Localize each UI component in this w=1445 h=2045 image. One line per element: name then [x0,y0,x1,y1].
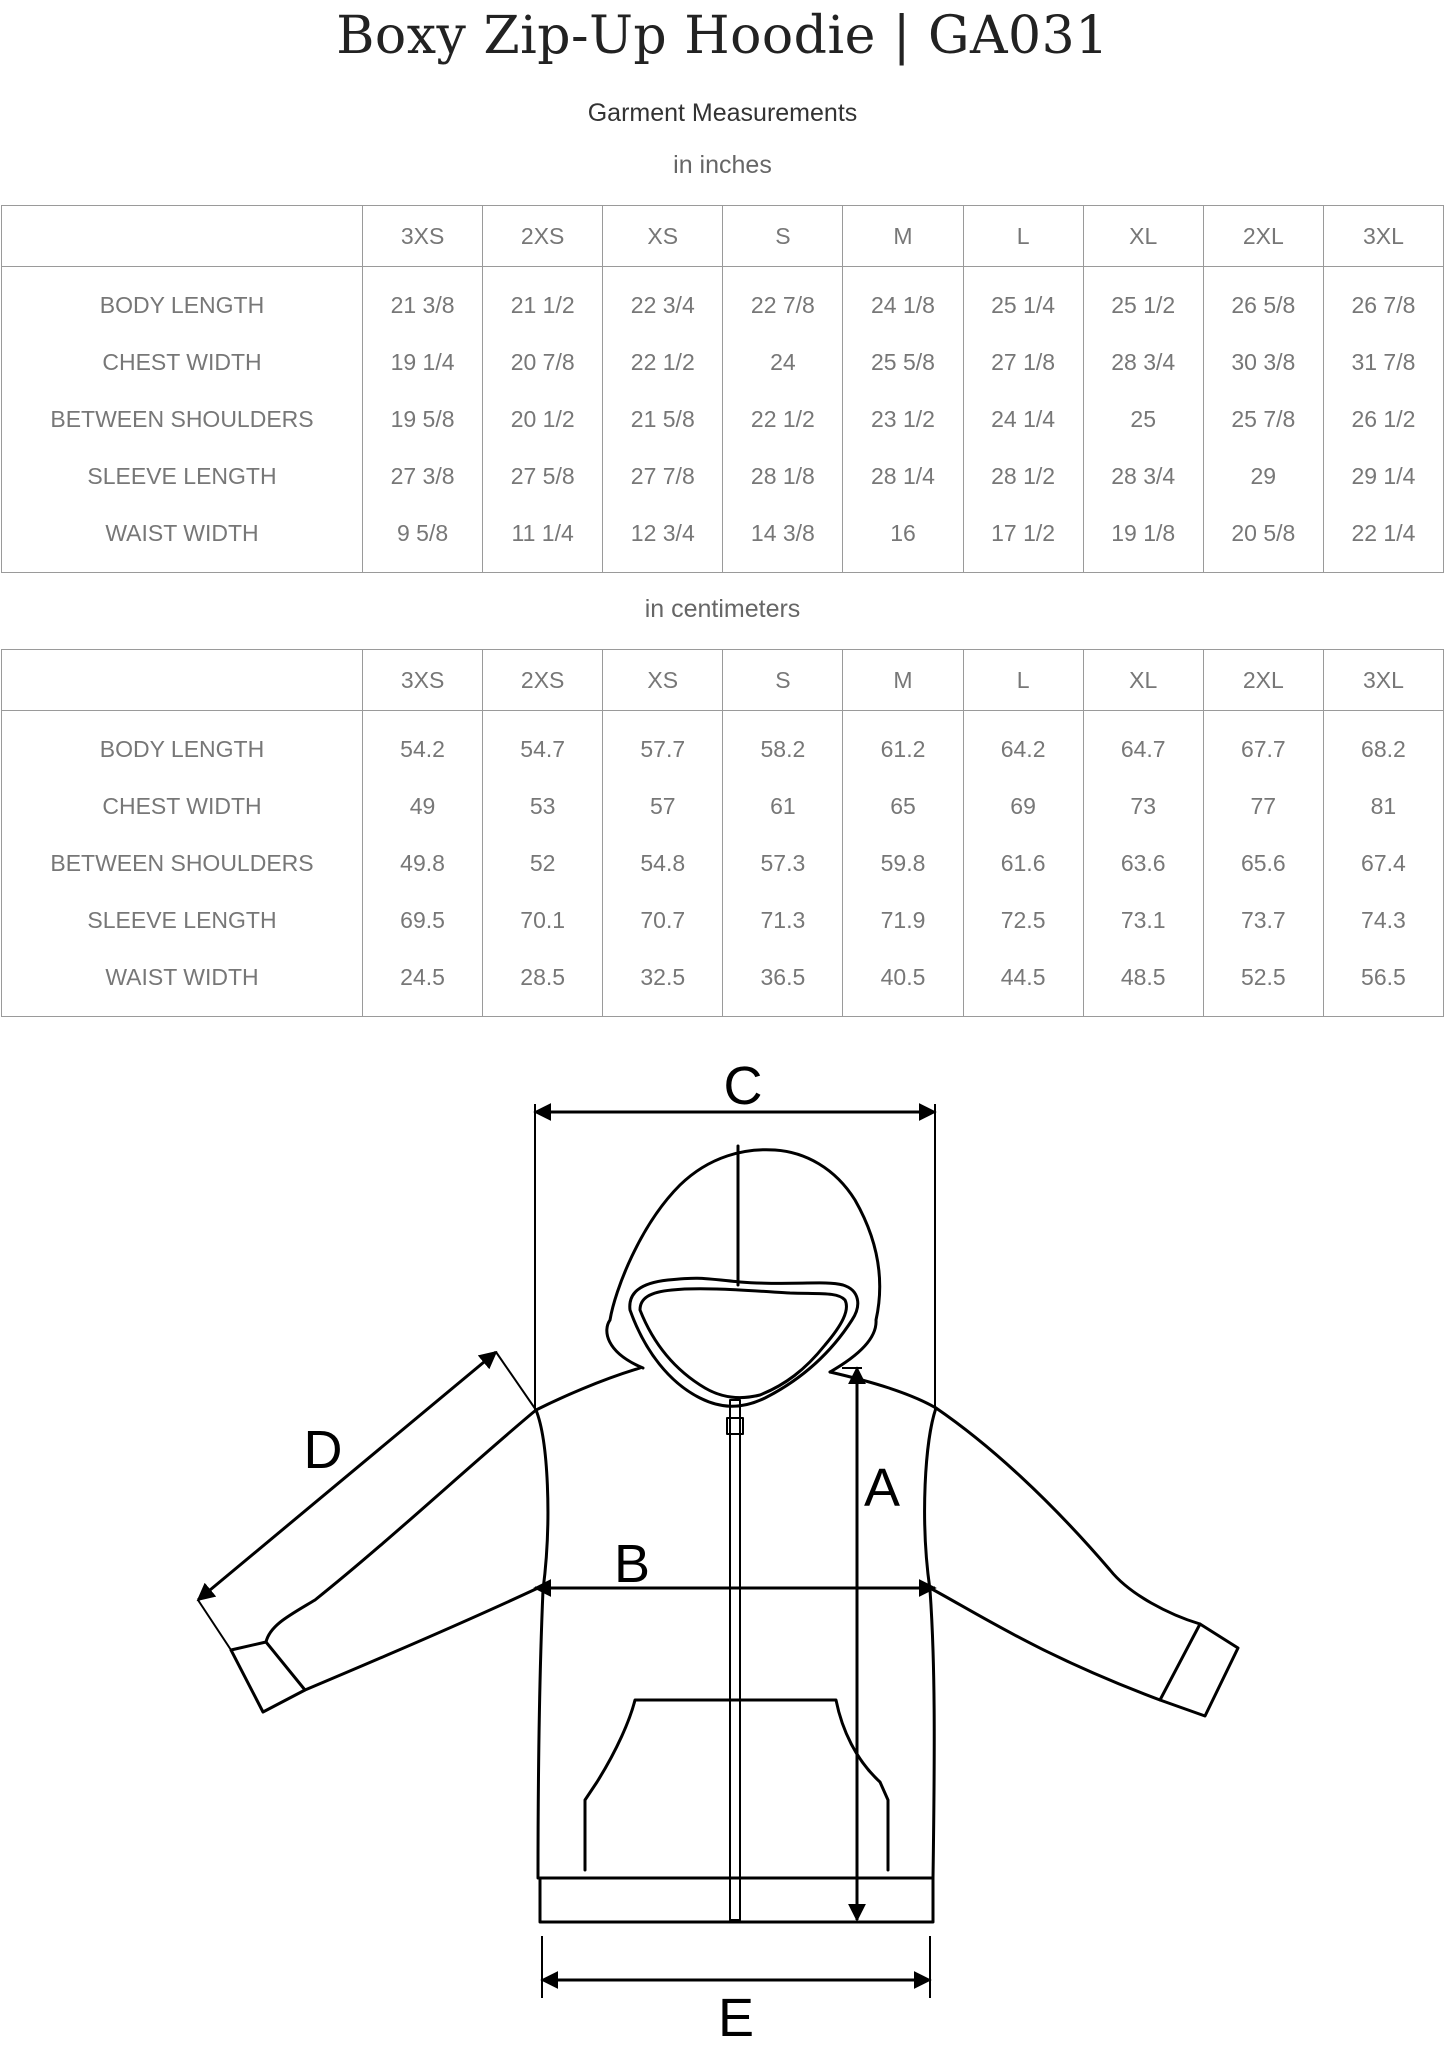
dimension-label-e: E [717,1988,755,2045]
table-cell: 19 5/8 [363,391,483,448]
table-cell: 25 5/8 [843,334,963,391]
table-cell: 24.5 [363,949,483,1017]
hoodie-outline [231,1146,1238,1922]
size-header: 3XS [363,650,483,711]
dimension-d-guide-top [496,1352,536,1410]
size-header: M [843,206,963,267]
table-row [2,391,1444,448]
table-cell: 28 1/2 [963,448,1083,505]
table-cell: 70.7 [603,892,723,949]
waistband [540,1878,933,1922]
size-header: L [963,650,1083,711]
right-sleeve-top [936,1408,1200,1624]
size-header: 3XL [1323,650,1443,711]
size-header: 2XL [1203,206,1323,267]
size-header: S [723,206,843,267]
dimension-label-b: B [613,1534,651,1594]
table-cell: 27 1/8 [963,334,1083,391]
size-header: 2XS [483,206,603,267]
table-cell: 25 7/8 [1203,391,1323,448]
table-cell: 61 [723,778,843,835]
row-label: BETWEEN SHOULDERS [2,391,363,448]
size-header: XS [603,206,723,267]
table-row [2,267,1444,335]
table-cell: 19 1/8 [1083,505,1203,573]
table-cell: 31 7/8 [1323,334,1443,391]
table-cell: 68.2 [1323,711,1443,779]
right-sleeve-bottom [930,1588,1160,1700]
table-cell: 77 [1203,778,1323,835]
table-cell: 70.1 [483,892,603,949]
dimension-d-line [198,1352,496,1600]
table-cell: 24 1/4 [963,391,1083,448]
page-title: Boxy Zip-Up Hoodie | GA031 [336,6,1109,66]
table-cell: 58.2 [723,711,843,779]
row-label: SLEEVE LENGTH [2,892,363,949]
table-cell: 67.7 [1203,711,1323,779]
table-cell: 25 1/2 [1083,267,1203,335]
table-cell: 81 [1323,778,1443,835]
row-label: CHEST WIDTH [2,778,363,835]
size-header: 2XL [1203,650,1323,711]
inches-heading: in inches [673,151,772,179]
size-header: 3XL [1323,206,1443,267]
table-cell: 44.5 [963,949,1083,1017]
table-cell: 71.9 [843,892,963,949]
table-row [2,334,1444,391]
table-cell: 28 3/4 [1083,334,1203,391]
table-row [2,711,1444,779]
size-header: 2XS [483,650,603,711]
size-header: L [963,206,1083,267]
dimension-label-d: D [303,1420,343,1480]
table-cell: 25 [1083,391,1203,448]
table-cell: 54.8 [603,835,723,892]
hood-lining [630,1278,858,1406]
table-cell: 65 [843,778,963,835]
table-cell: 27 3/8 [363,448,483,505]
left-side [536,1410,548,1878]
table-cell: 22 1/2 [723,391,843,448]
table-cell: 24 1/8 [843,267,963,335]
left-shoulder [536,1368,640,1410]
dimension-d-guide-bottom [198,1600,231,1650]
table-cell: 67.4 [1323,835,1443,892]
table-cell: 25 1/4 [963,267,1083,335]
table-cell: 20 5/8 [1203,505,1323,573]
left-cuff [231,1642,305,1712]
table-cell: 21 3/8 [363,267,483,335]
table-cell: 57.3 [723,835,843,892]
table-cell: 59.8 [843,835,963,892]
row-label: BETWEEN SHOULDERS [2,835,363,892]
table-cell: 49.8 [363,835,483,892]
size-header: 3XS [363,206,483,267]
hoodie-diagram [0,1040,1445,2045]
hood-lining-inner [640,1289,846,1398]
table-row [2,892,1444,949]
table-cell: 28 3/4 [1083,448,1203,505]
table-cell: 28.5 [483,949,603,1017]
dimension-lines [198,1104,935,1998]
table-cell: 52 [483,835,603,892]
table-cell: 54.2 [363,711,483,779]
table-cell: 73.1 [1083,892,1203,949]
table-cell: 20 1/2 [483,391,603,448]
table-cell: 24 [723,334,843,391]
header-row [2,650,1444,711]
table-cell: 22 7/8 [723,267,843,335]
dimension-label-a: A [863,1458,901,1518]
table-row [2,505,1444,573]
size-header: S [723,650,843,711]
table-cell: 73.7 [1203,892,1323,949]
size-header: XL [1083,206,1203,267]
right-shoulder [830,1372,936,1408]
table-cell: 56.5 [1323,949,1443,1017]
table-cell: 64.2 [963,711,1083,779]
table-cell: 22 1/4 [1323,505,1443,573]
table-cell: 49 [363,778,483,835]
table-cell: 61.6 [963,835,1083,892]
table-cell: 29 1/4 [1323,448,1443,505]
table-cell: 65.6 [1203,835,1323,892]
table-cell: 27 7/8 [603,448,723,505]
table-cell: 9 5/8 [363,505,483,573]
table-cell: 30 3/8 [1203,334,1323,391]
table-cell: 26 7/8 [1323,267,1443,335]
size-header: M [843,650,963,711]
row-label: WAIST WIDTH [2,949,363,1017]
table-cell: 32.5 [603,949,723,1017]
right-side [925,1408,936,1878]
table-cell: 54.7 [483,711,603,779]
table-cell: 17 1/2 [963,505,1083,573]
centimeters-table [1,649,1444,1017]
inches-table [1,205,1444,573]
header-row [2,206,1444,267]
header-blank-cell [2,650,363,711]
table-cell: 71.3 [723,892,843,949]
table-cell: 57 [603,778,723,835]
table-cell: 21 1/2 [483,267,603,335]
table-cell: 73 [1083,778,1203,835]
table-cell: 52.5 [1203,949,1323,1017]
size-header: XL [1083,650,1203,711]
right-cuff [1160,1624,1238,1716]
centimeters-heading: in centimeters [644,595,801,623]
row-label: BODY LENGTH [2,267,363,335]
table-cell: 26 1/2 [1323,391,1443,448]
row-label: WAIST WIDTH [2,505,363,573]
table-cell: 27 5/8 [483,448,603,505]
table-cell: 40.5 [843,949,963,1017]
header-blank-cell [2,206,363,267]
table-cell: 28 1/8 [723,448,843,505]
table-row [2,448,1444,505]
table-cell: 69 [963,778,1083,835]
left-sleeve-bottom [305,1588,538,1690]
table-cell: 28 1/4 [843,448,963,505]
row-label: CHEST WIDTH [2,334,363,391]
table-row [2,778,1444,835]
table-cell: 36.5 [723,949,843,1017]
table-cell: 22 3/4 [603,267,723,335]
table-cell: 16 [843,505,963,573]
table-cell: 61.2 [843,711,963,779]
row-label: SLEEVE LENGTH [2,448,363,505]
table-cell: 48.5 [1083,949,1203,1017]
zipper [730,1400,740,1920]
table-cell: 19 1/4 [363,334,483,391]
table-cell: 23 1/2 [843,391,963,448]
table-cell: 63.6 [1083,835,1203,892]
table-cell: 74.3 [1323,892,1443,949]
table-row [2,949,1444,1017]
table-cell: 14 3/8 [723,505,843,573]
row-label: BODY LENGTH [2,711,363,779]
table-cell: 53 [483,778,603,835]
table-cell: 29 [1203,448,1323,505]
table-cell: 64.7 [1083,711,1203,779]
table-cell: 12 3/4 [603,505,723,573]
kangaroo-pocket [585,1700,888,1870]
table-cell: 72.5 [963,892,1083,949]
dimension-label-c: C [723,1056,763,1116]
table-cell: 57.7 [603,711,723,779]
table-row [2,835,1444,892]
section-subtitle: Garment Measurements [587,99,858,127]
size-header: XS [603,650,723,711]
table-cell: 20 7/8 [483,334,603,391]
table-cell: 69.5 [363,892,483,949]
table-cell: 22 1/2 [603,334,723,391]
table-cell: 26 5/8 [1203,267,1323,335]
table-cell: 21 5/8 [603,391,723,448]
table-cell: 11 1/4 [483,505,603,573]
